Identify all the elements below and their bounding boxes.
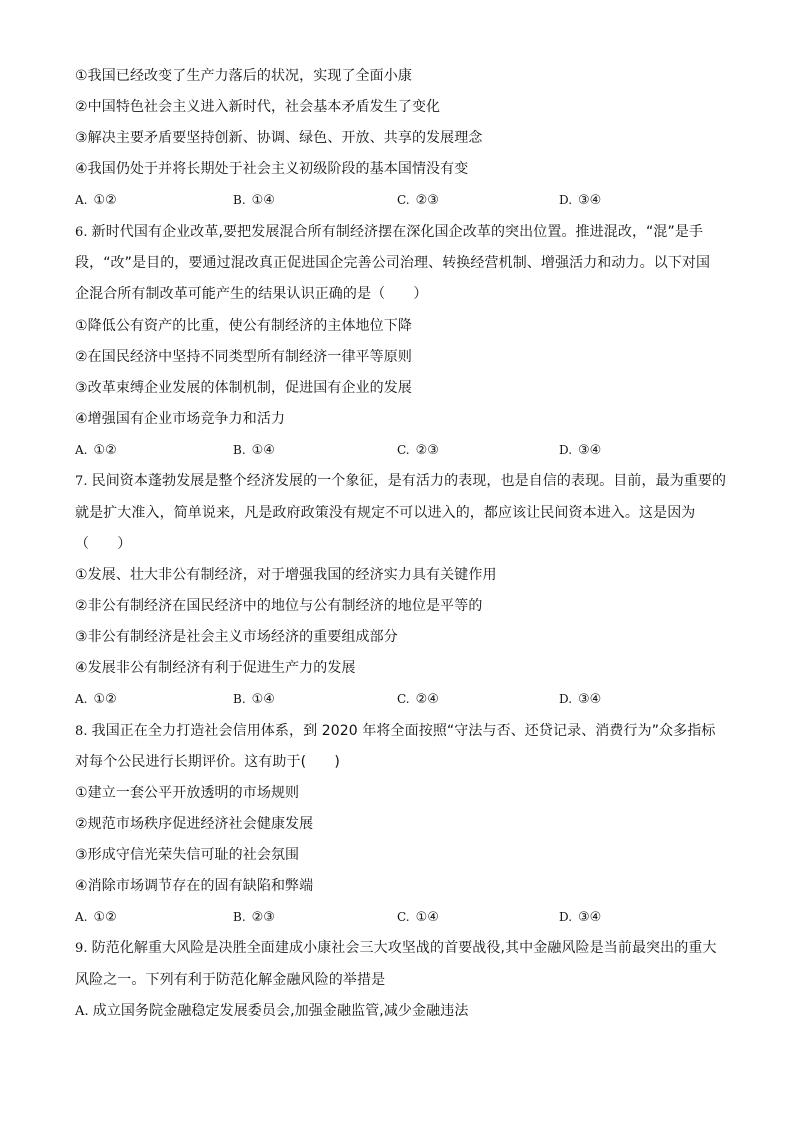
- choice-letter: A.: [75, 910, 88, 924]
- choice-letter: A.: [75, 193, 88, 207]
- line-text: 企混合所有制改革可能产生的结果认识正确的是（ ）: [75, 286, 428, 302]
- choice-option: [233, 907, 275, 928]
- line-text: 段，“改”是目的，要通过混改真正促进国企完善公司治理、转换经营机制、增强活力和动力。以下对国: [75, 255, 711, 271]
- question-number: 9.: [75, 941, 88, 956]
- choice-text: ①④: [415, 910, 439, 925]
- answer-choices: [75, 689, 715, 709]
- answer-choices: [75, 907, 715, 927]
- answer-option-line: [75, 1001, 468, 1022]
- choice-letter: A.: [75, 443, 88, 457]
- line-text: ②中国特色社会主义进入新时代，社会基本矛盾发生了变化: [75, 99, 441, 115]
- choice-letter: D.: [559, 443, 573, 457]
- text-line: [75, 752, 340, 772]
- choice-letter: C.: [397, 193, 410, 207]
- text-line: [75, 284, 428, 304]
- text-line: [75, 627, 398, 647]
- choice-option: [559, 190, 601, 211]
- choice-text: ②④: [415, 692, 439, 707]
- line-text: ①发展、壮大非公有制经济，对于增强我国的经济实力具有关键作用: [75, 567, 497, 583]
- line-text: ③非公有制经济是社会主义市场经济的重要组成部分: [75, 629, 398, 645]
- choice-option: [559, 440, 601, 461]
- question-number: 7.: [75, 474, 88, 489]
- question-stem: [75, 471, 726, 492]
- choice-option: [233, 689, 275, 710]
- choice-option: [75, 440, 117, 461]
- choice-text: ③④: [578, 193, 602, 208]
- line-text: （ ）: [75, 536, 132, 552]
- choice-text: ①②: [93, 443, 117, 458]
- text-line: [75, 658, 356, 678]
- line-text: ②在国民经济中坚持不同类型所有制经济一律平等原则: [75, 349, 412, 365]
- text-line: [75, 845, 299, 865]
- question-number: 8.: [75, 724, 88, 739]
- line-text: ③解决主要矛盾要坚持创新、协调、绿色、开放、共享的发展理念: [75, 130, 483, 146]
- text-line: [75, 970, 385, 990]
- text-line: [75, 159, 468, 179]
- text-line: [75, 316, 412, 336]
- question-stem: [75, 938, 717, 959]
- choice-option: [397, 440, 439, 461]
- text-line: [75, 66, 412, 86]
- question-stem: [75, 222, 703, 243]
- line-text: 风险之一。下列有利于防范化解金融风险的举措是: [75, 972, 386, 988]
- choice-option: [233, 190, 275, 211]
- text-line: [75, 596, 482, 616]
- text-line: [75, 409, 285, 429]
- choice-text: ③④: [578, 443, 602, 458]
- line-text: 就是扩大准入，简单说来，凡是政府政策没有规定不可以进入的，都应该让民间资本进入。这是因为: [75, 505, 696, 521]
- line-text: ②非公有制经济在国民经济中的地位与公有制经济的地位是平等的: [75, 598, 483, 614]
- choice-text: ②③: [415, 193, 439, 208]
- choice-option: [397, 689, 439, 710]
- choice-text: ①②: [93, 193, 117, 208]
- line-text: 新时代国有企业改革,要把发展混合所有制经济摆在深化国企改革的突出位置。推进混改，“混”是手: [91, 224, 704, 240]
- text-line: [75, 565, 497, 585]
- line-text: ③形成守信光荣失信可耻的社会氛围: [75, 847, 300, 863]
- choice-letter: B.: [233, 692, 246, 706]
- text-line: [75, 876, 313, 896]
- choice-letter: D.: [559, 910, 573, 924]
- choice-option: [397, 190, 439, 211]
- text-line: [75, 347, 412, 367]
- choice-option: [75, 190, 117, 211]
- line-text: ①建立一套公平开放透明的市场规则: [75, 785, 300, 801]
- choice-letter: A.: [75, 1004, 89, 1019]
- choice-option: [559, 907, 601, 928]
- answer-choices: [75, 440, 715, 460]
- line-text: 对每个公民进行长期评价。这有助于( ): [75, 754, 340, 770]
- line-text: 我国正在全力打造社会信用体系，到 2020 年将全面按照“守法与否、还贷记录、消费行为”众多指标: [91, 723, 716, 739]
- text-line: [75, 97, 440, 117]
- line-text: 成立国务院金融稳定发展委员会,加强金融监管,减少金融违法: [92, 1003, 469, 1019]
- choice-text: ①④: [251, 443, 275, 458]
- choice-letter: A.: [75, 692, 88, 706]
- choice-text: ②③: [251, 910, 275, 925]
- choice-text: ③④: [578, 692, 602, 707]
- text-line: [75, 814, 313, 834]
- choice-text: ①④: [251, 193, 275, 208]
- line-text: ③改革束缚企业发展的体制机制，促进国有企业的发展: [75, 380, 412, 396]
- line-text: ④我国仍处于并将长期处于社会主义初级阶段的基本国情没有变: [75, 161, 469, 177]
- choice-letter: D.: [559, 193, 573, 207]
- choice-letter: B.: [233, 910, 246, 924]
- line-text: ④增强国有企业市场竞争力和活力: [75, 411, 286, 427]
- answer-choices: [75, 190, 715, 210]
- line-text: ①我国已经改变了生产力落后的状况，实现了全面小康: [75, 68, 412, 84]
- choice-text: ①④: [251, 692, 275, 707]
- text-line: [75, 128, 482, 148]
- line-text: ②规范市场秩序促进经济社会健康发展: [75, 816, 314, 832]
- text-line: [75, 534, 131, 554]
- line-text: ④消除市场调节存在的固有缺陷和弊端: [75, 878, 314, 894]
- line-text: ①降低公有资产的比重，使公有制经济的主体地位下降: [75, 318, 412, 334]
- choice-letter: B.: [233, 193, 246, 207]
- choice-letter: D.: [559, 692, 573, 706]
- choice-option: [75, 907, 117, 928]
- choice-option: [397, 907, 439, 928]
- choice-option: [233, 440, 275, 461]
- text-line: [75, 783, 299, 803]
- choice-text: ②③: [415, 443, 439, 458]
- text-line: [75, 253, 710, 273]
- choice-text: ③④: [578, 910, 602, 925]
- line-text: 民间资本蓬勃发展是整个经济发展的一个象征，是有活力的表现，也是自信的表现。目前，最为重要的: [91, 473, 727, 489]
- choice-letter: C.: [397, 692, 410, 706]
- choice-option: [75, 689, 117, 710]
- choice-text: ①②: [93, 692, 117, 707]
- line-text: ④发展非公有制经济有利于促进生产力的发展: [75, 660, 356, 676]
- question-number: 6.: [75, 225, 88, 240]
- choice-letter: C.: [397, 910, 410, 924]
- text-line: [75, 378, 412, 398]
- question-stem: [75, 721, 715, 742]
- line-text: 防范化解重大风险是决胜全面建成小康社会三大攻坚战的首要战役,其中金融风险是当前最突出的重大: [91, 940, 717, 956]
- choice-text: ①②: [93, 910, 117, 925]
- choice-letter: C.: [397, 443, 410, 457]
- text-line: [75, 503, 695, 523]
- choice-option: [559, 689, 601, 710]
- choice-letter: B.: [233, 443, 246, 457]
